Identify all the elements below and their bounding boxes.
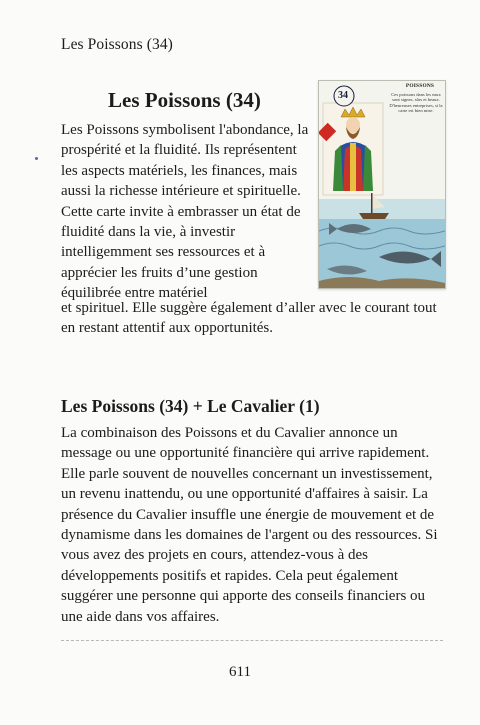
card-title: POISSONS [405,83,435,89]
poissons-paragraph-continued: et spirituel. Elle suggère également d’aller avec le courant tout en restant attentif aux opportunités. [61,300,437,337]
card-number: 34 [338,90,348,101]
card-caption: Ces poissons dans les eaux sont signes, sûrs et beaux. D'heureuses entreprises, si la carte est bien mise. [389,92,443,114]
combination-paragraph: La combinaison des Poissons et du Cavalier annonce un message ou une opportunité financière qui arrive rapidement. Elle parle souvent de nouvelles concernant un investissement, un revenu inattendu, ou une opportunité d'affaires à saisir. La présence du Cavalier insuffle une énergie de mouvement et de dynamisme dans les domaines de l'argent ou des ressources. Si vous avez des projets en cours, attendez-vous à des développements positifs et rapides. Cela peut également suggérer une personne qui apporte des conseils financiers ou une aide dans vos affaires. [61,425,438,625]
running-header: Les Poissons (34) [61,36,173,53]
section-title-poissons: Les Poissons (34) [108,88,261,112]
ink-dot [35,157,38,160]
poissons-paragraph-wrapped: Les Poissons symbolisent l'abondance, la prospérité et la fluidité. Ils représentent les aspects matériels, les finances, mais aussi la richesse intérieure et spirituelle. Cette carte invite à embrasser un état de fluidité dans la vie, à investir intelligemment ses ressources et à apprécier les fruits d’une gestion équilibrée entre matériel [61,122,309,302]
page-number: 611 [229,664,251,680]
footer-divider [61,640,443,641]
section-title-combination: Les Poissons (34) + Le Cavalier (1) [61,396,320,416]
